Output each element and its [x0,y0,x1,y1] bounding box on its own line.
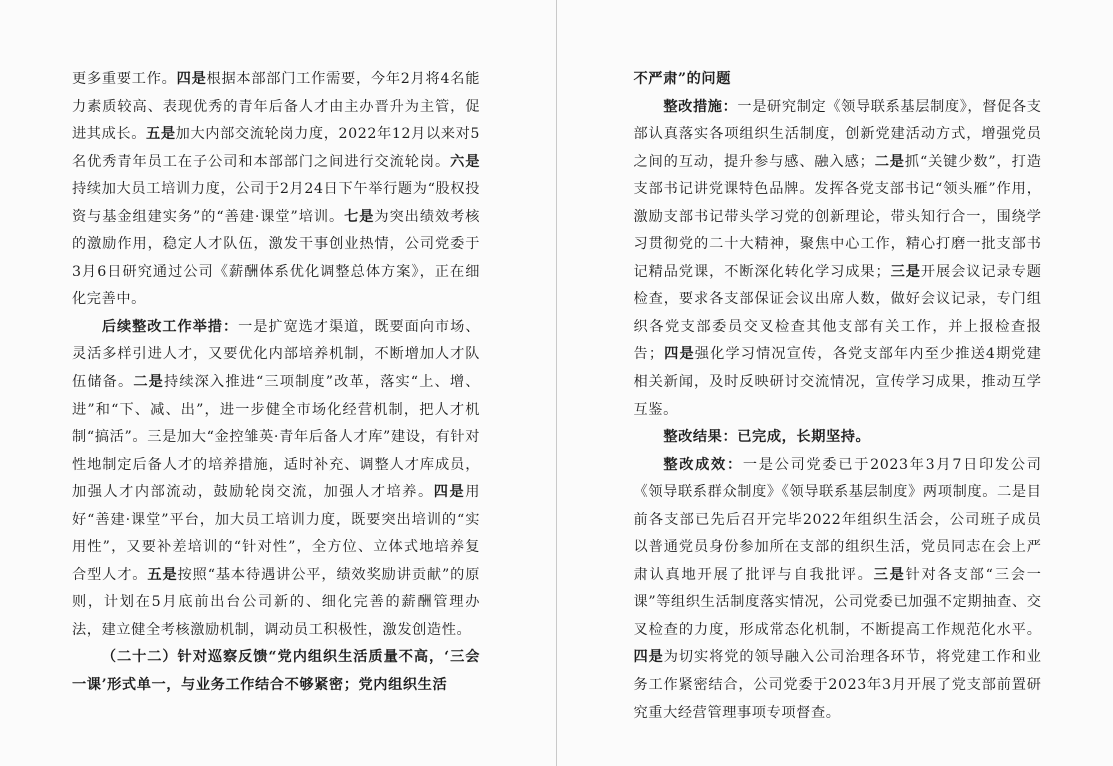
bold-text-run: 五是 [147,566,178,583]
bold-text-run: 六是 [450,153,480,170]
bold-text-run: 四是 [176,71,207,87]
text-run: 为突出绩效考核的激励作用，稳定人才队伍，激发干事创业热情，公司党委于3月6日研究通过公司《薪酬体系优化调整总体方案》，正在细化完善中。 [72,208,480,308]
paragraph [634,94,1042,425]
text-run: 持续加大员工培训力度，公司于2月24日下午举行题为“股权投资与基金组建实务”的“善建·课堂”培训。 [72,181,480,225]
paragraph [72,644,480,699]
bold-text-run: 整改成效： [663,456,743,473]
bold-text-run: 不严肃”的问题 [633,71,731,87]
text-run: 用好“善建·课堂”平台，加大员工培训力度，既要突出培训的“实用性”，又要补差培训的“针对性”，全方位、立体式地培养复合型人才。 [72,484,480,583]
text-run: 针对各支部“三会一课”等组织生活制度落实情况，公司党委已加强不定期抽查、交叉检查的力度，形成常态化机制，不断提高工作规范化水平。 [633,566,1042,638]
text-run: 一是研究制定《领导联系基层制度》，督促各支部认真落实各项组织生活制度，创新党建活动方式，增强党员之间的互动，提升参与感、融入感； [633,98,1042,170]
bold-text-run: 四是 [663,346,695,363]
left-page-text [72,66,480,700]
paragraph [72,66,480,314]
bold-text-run: 三是 [873,566,906,583]
bold-text-run: 五是 [146,126,176,143]
bold-text-run: 四是 [433,484,466,501]
text-run: 一是扩宽选才渠道，既要面向市场、灵活多样引进人才，又要优化内部培养机制，不断增加人才队伍储备。 [72,318,480,391]
text-run: 抓“关键少数”，打造支部书记讲党课特色品牌。发挥各党支部书记“领头雁”作用，激励支部书记带头学习党的创新理论，带头知行合一，围绕学习贯彻党的二十大精神，聚焦中心工作，精心打磨一批支部书记精品党课，不断深化转化学习成果； [633,153,1042,280]
text-run: 持续深入推进“三项制度”改革，落实“上、增、进”和“下、减、出”，进一步健全市场化经营机制，把人才机制“搞活”。三是加大“金控雏英·青年后备人才库”建设，有针对性地制定后备人才的培养措施，适时补充、调整人才库成员，加强人才内部流动，鼓励轮岗交流，加强人才培养。 [72,374,480,501]
paragraph [634,452,1042,727]
text-run: 根据本部部门工作需要，今年2月将4名能力素质较高、表现优秀的青年后备人才由主办晋升为主管，促进其成长。 [72,71,480,143]
text-run: 一是公司党委已于2023年3月7日印发公司《领导联系群众制度》《领导联系基层制度》两项制度。二是目前各支部已先后召开完毕2022年组织生活会，公司班子成员以普通党员身份参加所在支部的组织生活，党员同志在会上严肃认真地开展了批评与自我批评。 [633,456,1042,583]
paragraph [634,66,1042,94]
bold-text-run: 七是 [344,208,375,225]
text-run: 强化学习情况宣传，各党支部年内至少推送4期党建相关新闻，及时反映研讨交流情况，宣传学习成果，推动互学互鉴。 [633,346,1042,418]
text-run: 按照“基本待遇讲公平，绩效奖励讲贡献”的原则，计划在5月底前出台公司新的、细化完善的薪酬管理办法，建立健全考核激励机制，调动员工积极性，激发创造性。 [72,566,480,638]
bold-text-run: （二十二）针对巡察反馈“党内组织生活质量不高，‘三会一课’形式单一，与业务工作结合不够紧密；党内组织生活 [72,649,480,694]
bold-text-run: 四是 [633,649,664,666]
bold-text-run: 后续整改工作举措： [101,318,239,335]
bold-text-run: 三是 [890,263,921,280]
left-page [0,0,556,766]
right-page-text [634,66,1042,727]
right-page [557,0,1113,766]
bold-text-run: 整改措施： [663,98,738,115]
text-run: 开展会议记录专题检查，要求各支部保证会议出席人数，做好会议记录，专门组织各党支部委员交叉检查其他支部有关工作，并上报检查报告； [633,263,1042,363]
text-run: 为切实将党的领导融入公司治理各环节，将党建工作和业务工作紧密结合，公司党委于2023年3月开展了党支部前置研究重大经营管理事项专项督查。 [633,649,1042,721]
paragraph [634,424,1042,452]
bold-text-run: 二是 [133,374,165,391]
paragraph [72,314,480,645]
bold-text-run: 二是 [874,153,905,170]
text-run: 加大内部交流轮岗力度，2022年12月以来对5名优秀青年员工在子公司和本部部门之间进行交流轮岗。 [72,126,480,170]
text-run: 更多重要工作。 [72,71,177,87]
bold-text-run: 整改结果：已完成，长期坚持。 [663,429,871,446]
